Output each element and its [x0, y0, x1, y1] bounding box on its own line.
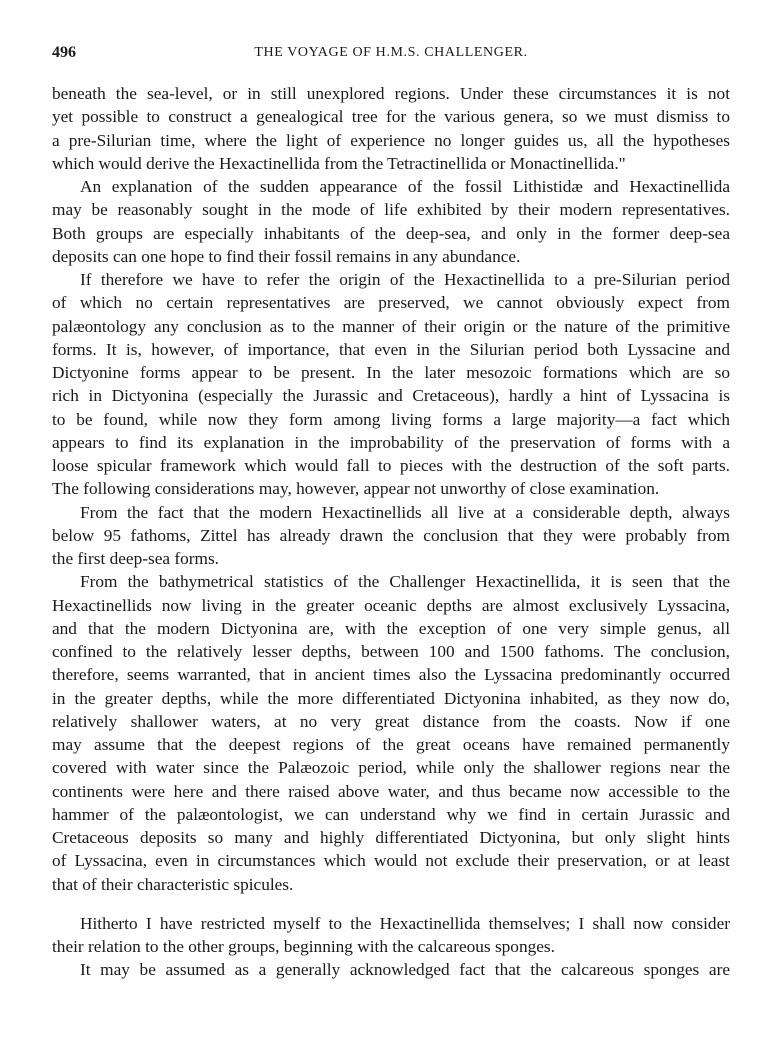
text-line: deposits can one hope to find their fossil remains in any abundance.: [52, 246, 521, 266]
text-line: beneath the sea-level, or in still unexplored regions. Under these circumstances it is not: [52, 84, 730, 103]
text-line: forms. It is, however, of importance, that even in the Silurian period both Lyssacine and: [52, 339, 730, 359]
paragraph: [52, 912, 730, 959]
body-text: [52, 82, 730, 982]
text-line: palæontology any conclusion as to the manner of their origin or the nature of the primitive: [52, 316, 730, 336]
text-line: may assume that the deepest regions of the great oceans have remained permanently: [52, 735, 730, 754]
section-gap: [52, 896, 730, 912]
text-line: An explanation of the sudden appearance of the fossil Lithistidæ and Hexactinellida: [80, 177, 730, 196]
text-line: The following considerations may, however, appear not unworthy of close examination.: [52, 479, 660, 499]
running-title: THE VOYAGE OF H.M.S. CHALLENGER.: [254, 45, 528, 60]
text-line: confined to the relatively lesser depths, between 100 and 1500 fathoms. The conclusion,: [52, 642, 730, 661]
paragraph: [52, 958, 730, 981]
paragraph: [52, 268, 730, 501]
text-line: covered with water since the Palæozoic period, while only the shallower regions near the: [52, 758, 730, 778]
page-number: 496: [52, 44, 76, 61]
text-line: Hexactinellids now living in the greater oceanic depths are almost exclusively Lyssacina,: [52, 595, 730, 615]
text-line: From the fact that the modern Hexactinellids all live at a considerable depth, always: [80, 502, 730, 522]
text-line: in the greater depths, while the more differentiated Dictyonina inhabited, as they now do,: [52, 688, 730, 708]
text-line: loose spicular framework which would fall to pieces with the destruction of the soft parts.: [52, 456, 730, 475]
text-line: Both groups are especially inhabitants of the deep-sea, and only in the former deep-sea: [52, 223, 730, 243]
text-line: and that the modern Dictyonina are, with the exception of one very simple genus, all: [52, 618, 730, 638]
text-line: relatively shallower waters, at no very great distance from the coasts. Now if one: [52, 711, 730, 731]
text-line: hammer of the palæontologist, we can understand why we find in certain Jurassic and: [52, 804, 730, 824]
paragraph: [52, 501, 730, 571]
text-line: which would derive the Hexactinellida from the Tetractinellida or Monactinellida.": [52, 153, 626, 173]
page-header: [52, 44, 730, 66]
text-line: therefore, seems warranted, that in ancient times also the Lyssacina predominantly occurred: [52, 665, 730, 685]
text-line: rich in Dictyonina (especially the Jurassic and Cretaceous), hardly a hint of Lyssacina is: [52, 386, 730, 406]
text-line: may be reasonably sought in the mode of life exhibited by their modern representatives.: [52, 200, 730, 220]
text-line: Dictyonine forms appear to be present. In the later mesozoic formations which are so: [52, 363, 730, 382]
text-line: If therefore we have to refer the origin of the Hexactinellida to a pre-Silurian period: [80, 270, 730, 289]
text-line: to be found, while now they form among living forms a large majority—a fact which: [52, 409, 730, 429]
text-line: From the bathymetrical statistics of the Challenger Hexactinellida, it is seen that the: [80, 572, 730, 592]
text-line: Cretaceous deposits so many and highly differentiated Dictyonina, but only slight hints: [52, 828, 730, 847]
text-line: of Lyssacina, even in circumstances which would not exclude their preservation, or at least: [52, 851, 730, 871]
text-line: appears to find its explanation in the improbability of the preservation of forms with a: [52, 432, 730, 452]
text-line: Hitherto I have restricted myself to the Hexactinellida themselves; I shall now consider: [80, 913, 730, 933]
text-line: continents were here and there raised above water, and thus became now accessible to the: [52, 781, 730, 801]
text-line: their relation to the other groups, beginning with the calcareous sponges.: [52, 937, 555, 956]
text-line: below 95 fathoms, Zittel has already drawn the conclusion that they were probably from: [52, 525, 730, 545]
paragraph: [52, 175, 730, 268]
text-line: It may be assumed as a generally acknowledged fact that the calcareous sponges are: [80, 960, 730, 980]
text-line: a pre-Silurian time, where the light of experience no longer guides us, all the hypotheses: [52, 130, 730, 150]
paragraph: [52, 82, 730, 175]
text-line: the first deep-sea forms.: [52, 549, 219, 568]
text-line: that of their characteristic spicules.: [52, 874, 294, 894]
text-line: yet possible to construct a genealogical tree for the various genera, so we must dismiss to: [52, 107, 730, 127]
text-line: of which no certain representatives are preserved, we cannot obviously expect from: [52, 293, 730, 313]
paragraph: [52, 570, 730, 896]
